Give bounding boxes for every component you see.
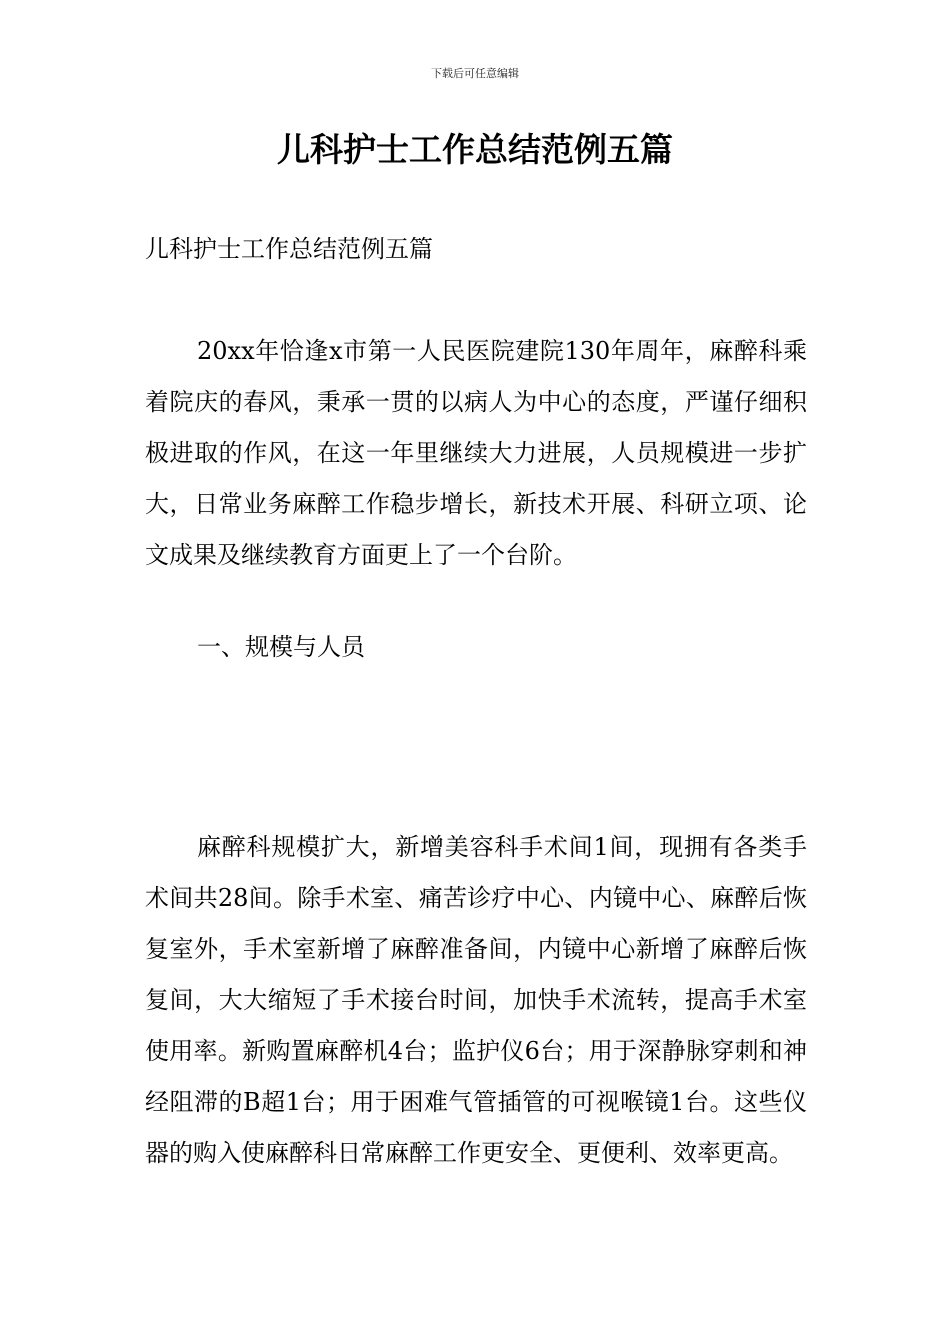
section-heading: 一、规模与人员: [197, 633, 365, 661]
intro-paragraph: 20xx年恰逢x市第一人民医院建院130年周年，麻醉科乘着院庆的春风，秉承一贯的以病人为中心的态度，严谨仔细积极进取的作风，在这一年里继续大力进展，人员规模进一步扩大，日常业务麻醉工作稳步增长，新技术开展、科研立项、论文成果及继续教育方面更上了一个台阶。: [145, 337, 807, 569]
document-subtitle: 儿科护士工作总结范例五篇: [145, 235, 433, 263]
scale-paragraph: 麻醉科规模扩大，新增美容科手术间1间，现拥有各类手术间共28间。除手术室、痛苦诊疗中心、内镜中心、麻醉后恢复室外，手术室新增了麻醉准备间，内镜中心新增了麻醉后恢复间，大大缩短了手术接台时间，加快手术流转，提高手术室使用率。新购置麻醉机4台；监护仪6台；用于深静脉穿刺和神经阻滞的B超1台；用于困难气管插管的可视喉镜1台。这些仪器的购入使麻醉科日常麻醉工作更安全、更便利、效率更高。: [145, 833, 807, 1167]
document-title: 儿科护士工作总结范例五篇: [277, 130, 673, 169]
page-header-note: 下载后可任意编辑: [431, 67, 519, 80]
